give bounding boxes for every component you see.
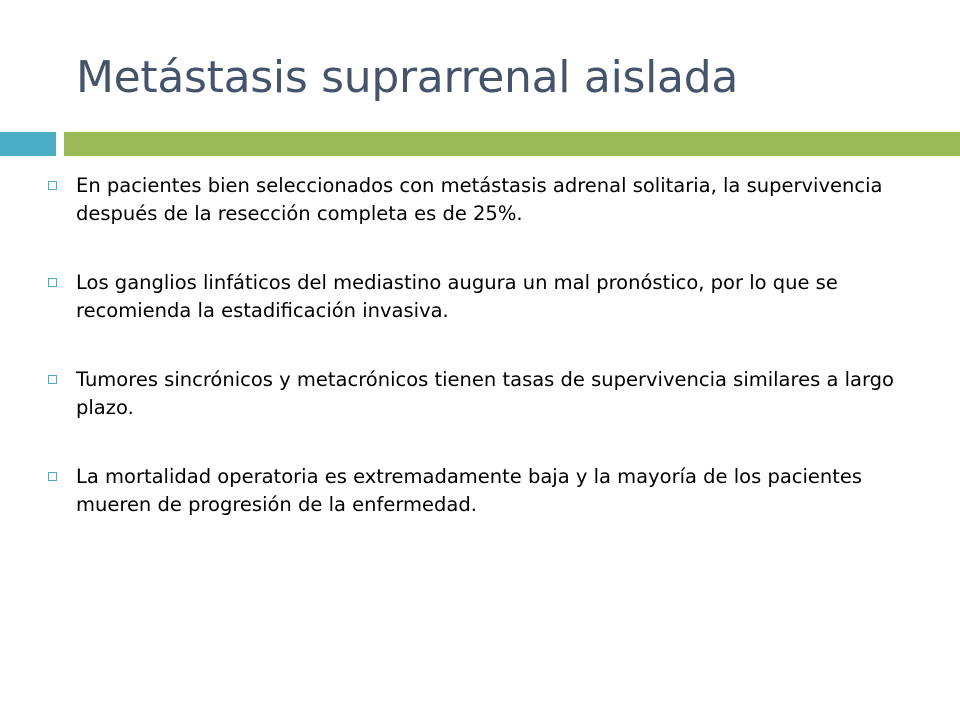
bullet-item [40, 172, 920, 228]
accent-bar-teal [0, 132, 56, 156]
bullet-text: La mortalidad operatoria es extremadamente baja y la mayoría de los pacientes mueren de progresión de la enfermedad. [76, 465, 863, 516]
bullet-text: Tumores sincrónicos y metacrónicos tienen tasas de supervivencia similares a largo plazo. [76, 368, 894, 419]
bullet-item [40, 269, 920, 325]
hollow-square-icon [48, 181, 57, 190]
bullet-text: Los ganglios linfáticos del mediastino augura un mal pronóstico, por lo que se recomienda la estadificación invasiva. [76, 271, 838, 322]
hollow-square-icon [48, 375, 57, 384]
bullet-item [40, 463, 920, 519]
bullet-text: En pacientes bien seleccionados con metástasis adrenal solitaria, la supervivencia después de la resección completa es de 25%. [76, 174, 883, 225]
bullet-item [40, 366, 920, 422]
hollow-square-icon [48, 472, 57, 481]
bullet-list [40, 172, 920, 560]
slide-title: Metástasis suprarrenal aislada [76, 52, 739, 103]
accent-bar-green [64, 132, 960, 156]
hollow-square-icon [48, 278, 57, 287]
